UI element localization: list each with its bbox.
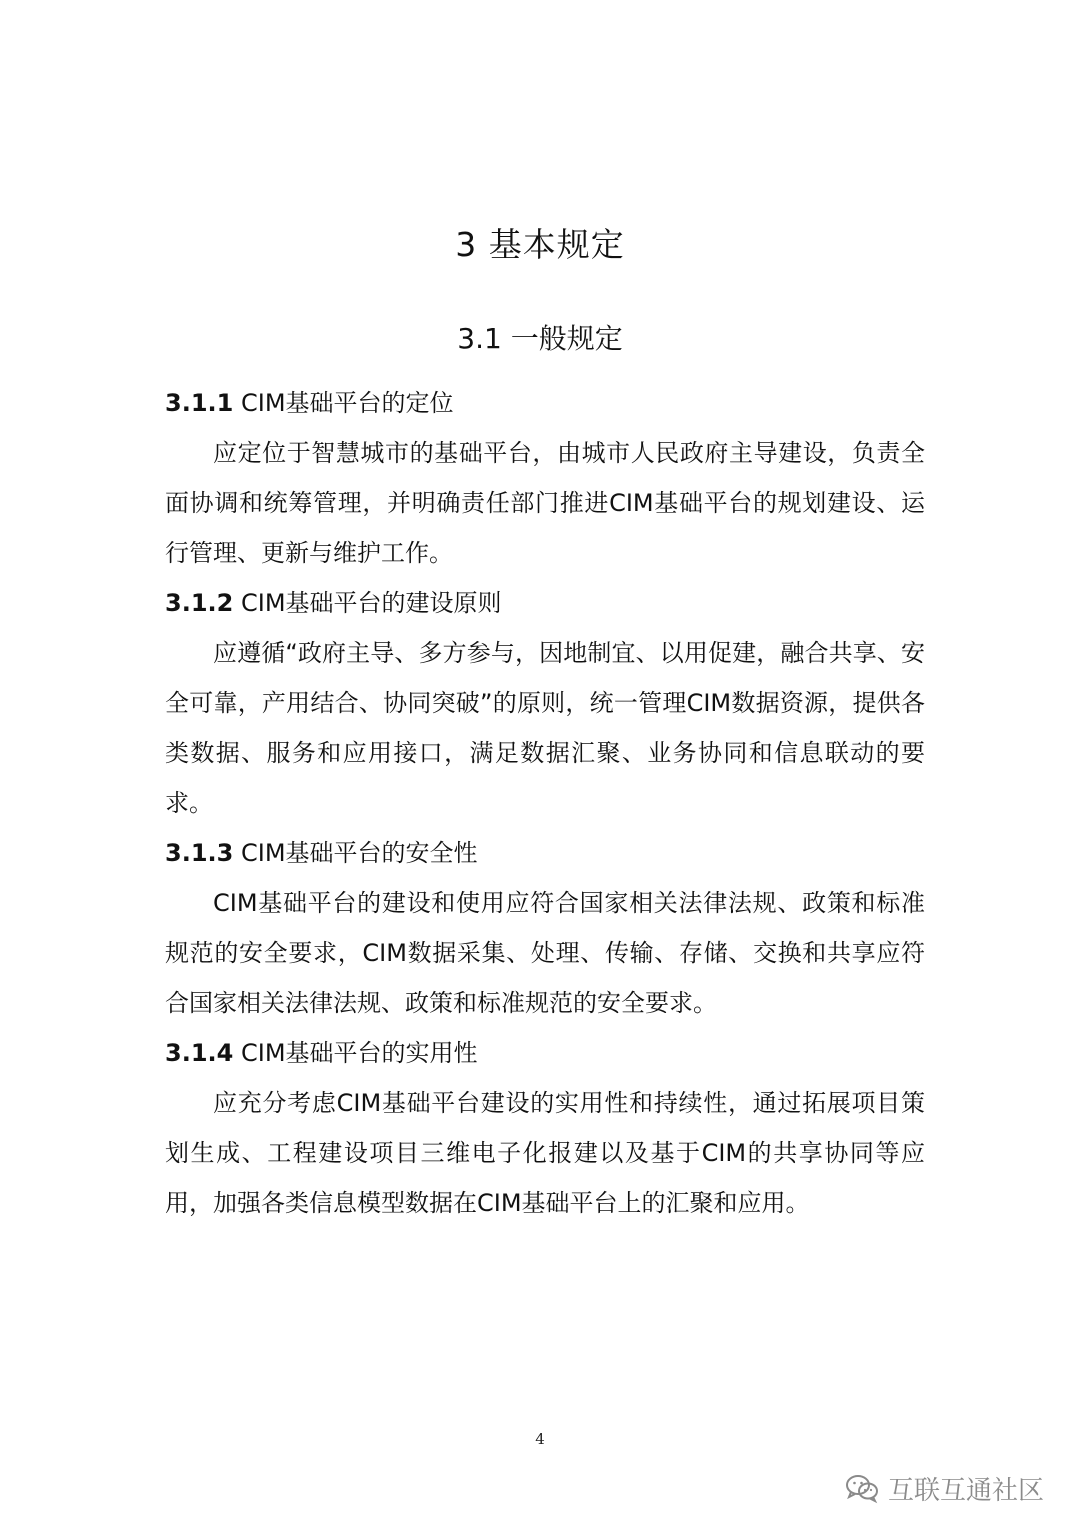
- clause-text: 应遵循“政府主导、多方参与，因地制宜、以用促建，融合共享、安全可靠，产用结合、协同突破”的原则，统一管理CIM数据资源，提供各类数据、服务和应用接口，满足数据汇聚、业务协同和信息联动的要求。: [165, 639, 925, 817]
- clause-text: 应充分考虑CIM基础平台建设的实用性和持续性，通过拓展项目策划生成、工程建设项目三维电子化报建以及基于CIM的共享协同等应用，加强各类信息模型数据在CIM基础平台上的汇聚和应用。: [165, 1089, 925, 1217]
- clause-number: 3.1.1: [165, 389, 234, 417]
- clause: [165, 1028, 925, 1228]
- clause-heading-text: CIM基础平台的实用性: [240, 1039, 478, 1067]
- clause: [165, 828, 925, 1028]
- clause-heading: [165, 1028, 925, 1078]
- clause-number: 3.1.2: [165, 589, 234, 617]
- clause-number: 3.1.4: [165, 1039, 234, 1067]
- clause-number: 3.1.3: [165, 839, 234, 867]
- page-number: 4: [535, 1430, 545, 1448]
- clause-text: CIM基础平台的建设和使用应符合国家相关法律法规、政策和标准规范的安全要求，CIM数据采集、处理、传输、存储、交换和共享应符合国家相关法律法规、政策和标准规范的安全要求。: [165, 889, 925, 1017]
- chapter-title: 3 基本规定: [455, 225, 625, 264]
- clause-heading-text: CIM基础平台的安全性: [240, 839, 478, 867]
- clause-heading: [165, 828, 925, 878]
- wechat-icon: [844, 1472, 880, 1504]
- clause: [165, 378, 925, 578]
- clause-heading: [165, 578, 925, 628]
- clause-heading-text: CIM基础平台的建设原则: [240, 589, 502, 617]
- clause-text: 应定位于智慧城市的基础平台，由城市人民政府主导建设，负责全面协调和统筹管理，并明确责任部门推进CIM基础平台的规划建设、运行管理、更新与维护工作。: [165, 439, 925, 567]
- watermark-text: 互联互通社区: [887, 1475, 1044, 1506]
- clause-heading: [165, 378, 925, 428]
- clause: [165, 578, 925, 828]
- section-title: 3.1 一般规定: [457, 322, 623, 355]
- clause-heading-text: CIM基础平台的定位: [240, 389, 454, 417]
- watermark: [844, 1466, 1044, 1510]
- clause-list: [165, 378, 925, 1228]
